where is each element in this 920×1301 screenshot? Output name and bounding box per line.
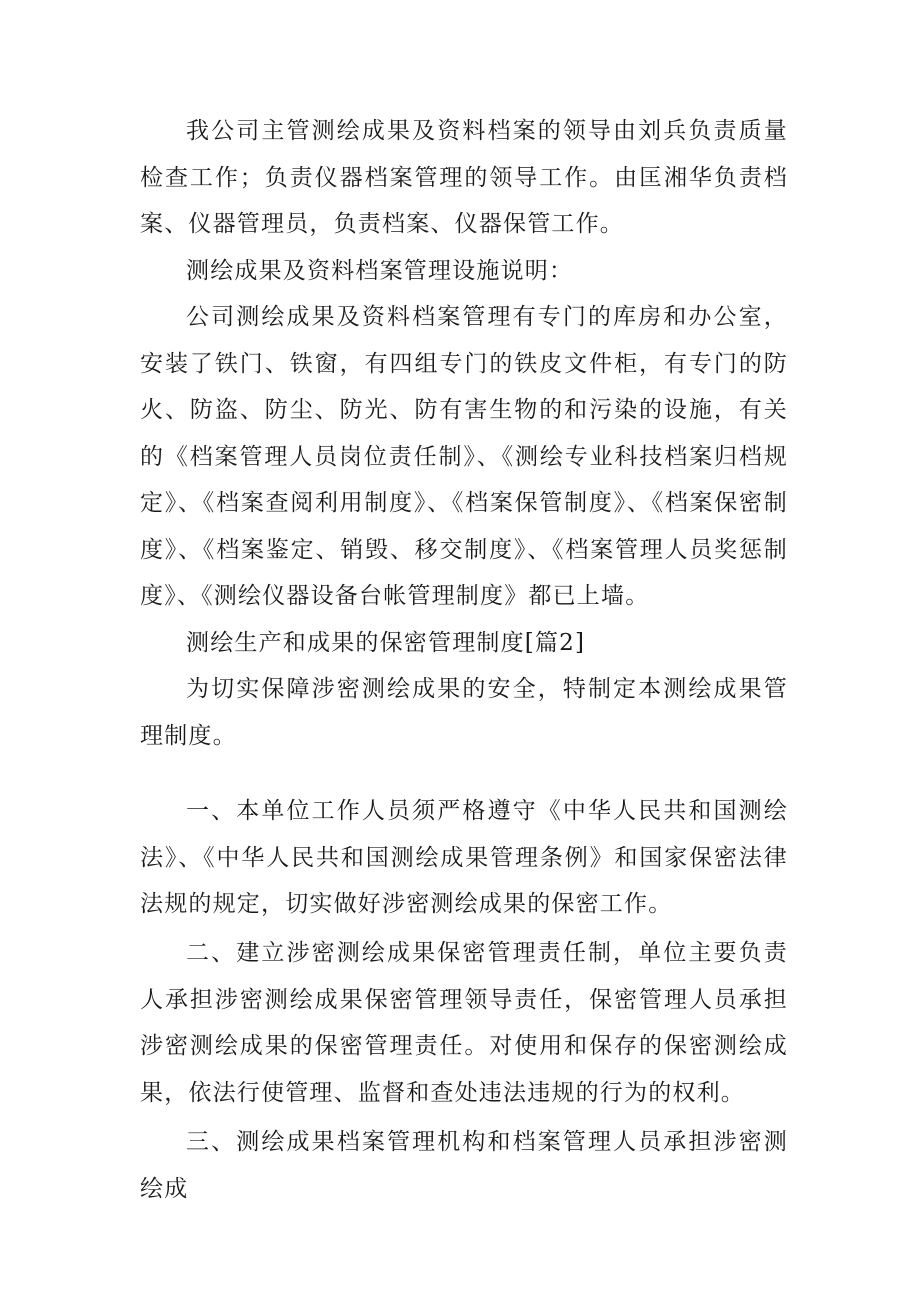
paragraph-intro: 为切实保障涉密测绘成果的安全，特制定本测绘成果管理制度。 [140, 676, 788, 749]
paragraph-rule-1: 一、本单位工作人员须严格遵守《中华人民共和国测绘法》、《中华人民共和国测绘成果管理条例》和国家保密法律法规的规定，切实做好涉密测绘成果的保密工作。 [140, 798, 788, 917]
paragraph-rule-2: 二、建立涉密测绘成果保密管理责任制，单位主要负责人承担涉密测绘成果保密管理领导责任，保密管理人员承担涉密测绘成果的保密管理责任。对使用和保存的保密测绘成果，依法行使管理、监督和查处违法违规的行为的权利。 [140, 940, 788, 1106]
paragraph-responsibility: 我公司主管测绘成果及资料档案的领导由刘兵负责质量检查工作；负责仪器档案管理的领导工作。由匡湘华负责档案、仪器管理员，负责档案、仪器保管工作。 [140, 118, 788, 237]
paragraph-rule-3: 三、测绘成果档案管理机构和档案管理人员承担涉密测绘成 [140, 1129, 788, 1202]
paragraph-facilities-description: 公司测绘成果及资料档案管理有专门的库房和办公室，安装了铁门、铁窗，有四组专门的铁皮文件柜，有专门的防火、防盗、防尘、防光、防有害生物的和污染的设施，有关的《档案管理人员岗位责任制》、《测绘专业科技档案归档规定》、《档案查阅利用制度》、《档案保管制度》、《档案保密制度》、《档案鉴定、销毁、移交制度》、《档案管理人员奖惩制度》、《测绘仪器设备台帐管理制度》都已上墙。 [140, 304, 788, 609]
paragraph-facilities-heading: 测绘成果及资料档案管理设施说明： [186, 258, 574, 284]
section-title-part-2: 测绘生产和成果的保密管理制度[篇2] [186, 630, 586, 656]
